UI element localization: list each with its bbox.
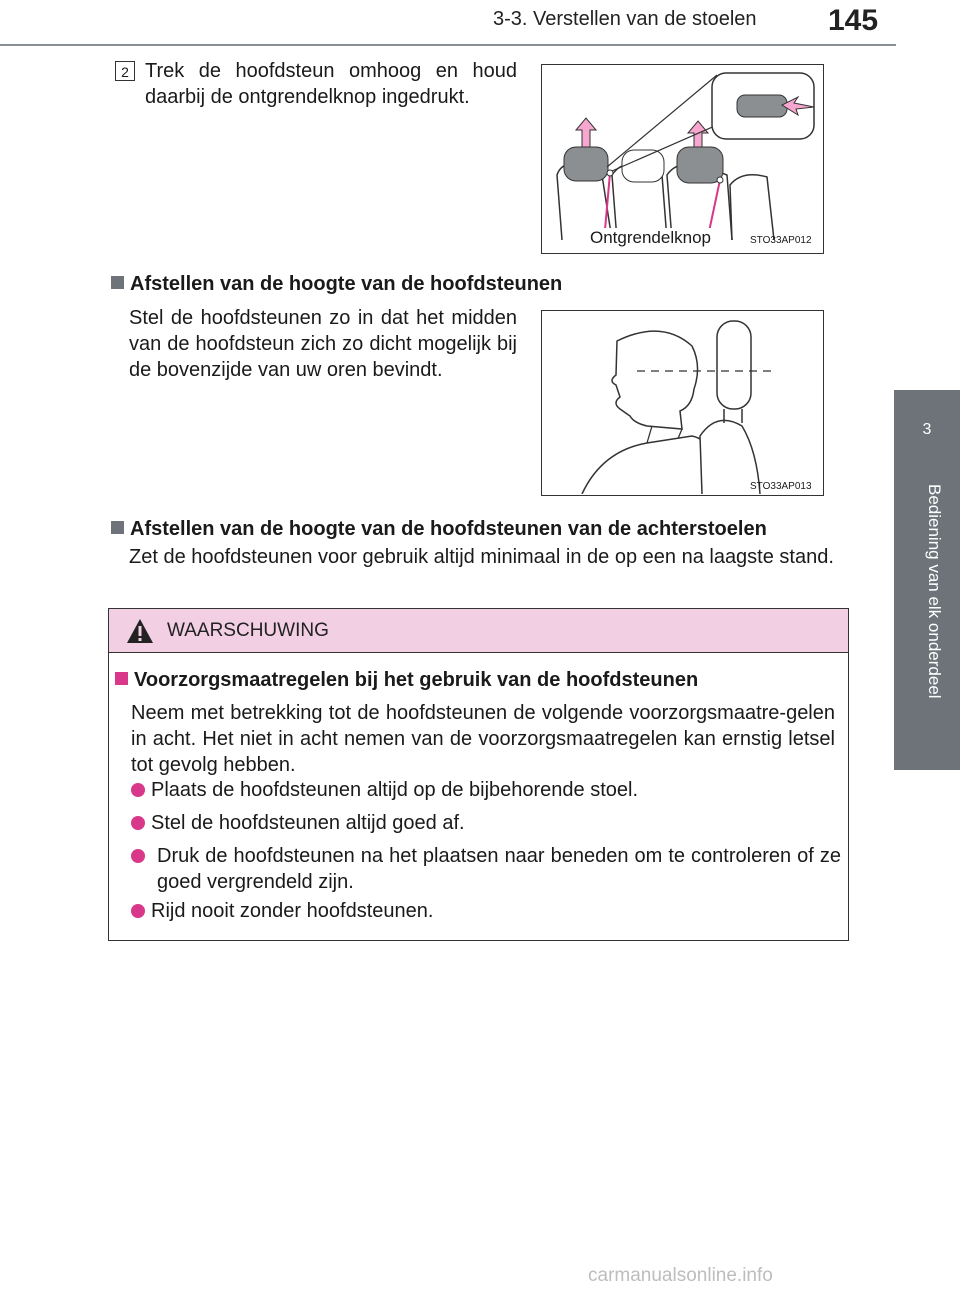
- step-number-badge: 2: [115, 61, 135, 81]
- heading-square-icon: [111, 276, 124, 289]
- section1-heading: [111, 273, 562, 296]
- section2-text: Zet de hoofdsteunen voor gebruik altijd minimaal in de op een na laagste stand.: [129, 546, 834, 568]
- warning-intro: Neem met betrekking tot de hoofdsteunen de volgende voorzorgsmaatre-gelen in acht. Het niet in acht nemen van de voorzorgsmaatregelen kan ernstig letsel tot gevolg hebben.: [131, 702, 835, 776]
- warning-header: [109, 609, 848, 653]
- warning-bullet: [131, 898, 835, 924]
- section-title: 3-3. Verstellen van de stoelen: [493, 8, 757, 30]
- chapter-tab: [894, 0, 960, 1296]
- chapter-title: Bediening van elk onderdeel: [925, 484, 944, 699]
- heading-square-icon: [111, 521, 124, 534]
- warning-box: [108, 608, 849, 941]
- headrest-release-illustration: [542, 65, 822, 252]
- figure1-callout-label: Ontgrendelknop: [590, 228, 711, 247]
- warning-bullet: [131, 810, 835, 836]
- bullet-icon: [131, 783, 145, 797]
- section2-heading: [111, 518, 767, 541]
- warning-bullet-text: Rijd nooit zonder hoofdsteunen.: [151, 900, 434, 922]
- page-number: 145: [828, 4, 879, 37]
- header-divider: [0, 44, 896, 46]
- warning-bullet-text: Druk de hoofdsteunen na het plaatsen naar beneden om te controleren of ze goed vergrendeld zijn.: [157, 845, 841, 893]
- bullet-icon: [131, 849, 145, 863]
- figure2-code: STO33AP013: [750, 481, 812, 492]
- warning-bullet: [131, 843, 841, 895]
- warning-subheading-text: Voorzorgsmaatregelen bij het gebruik van de hoofdsteunen: [134, 669, 699, 691]
- footer-watermark[interactable]: carmanualsonline.info: [588, 1265, 773, 1286]
- warning-triangle-icon: [125, 617, 155, 645]
- step-text: Trek de hoofdsteun omhoog en houd daarbij de ontgrendelknop ingedrukt.: [145, 60, 517, 108]
- section2-heading-text: Afstellen van de hoogte van de hoofdsteunen van de achterstoelen: [130, 518, 767, 540]
- warning-subheading: [115, 669, 698, 692]
- warning-bullet: [131, 777, 835, 803]
- headrest-height-illustration: [542, 311, 822, 494]
- bullet-icon: [131, 904, 145, 918]
- warning-square-icon: [115, 672, 128, 685]
- bullet-icon: [131, 816, 145, 830]
- section1-heading-text: Afstellen van de hoogte van de hoofdsteunen: [130, 273, 563, 295]
- figure1-code: STO33AP012: [750, 235, 812, 246]
- warning-title: WAARSCHUWING: [167, 620, 329, 641]
- warning-bullet-text: Plaats de hoofdsteunen altijd op de bijbehorende stoel.: [151, 779, 639, 801]
- figure-headrest-release: [541, 64, 824, 254]
- section1-text: Stel de hoofdsteunen zo in dat het midden van de hoofdsteun zich zo dicht mogelijk bij de bovenzijde van uw oren bevindt.: [129, 307, 517, 381]
- chapter-number: 3: [894, 390, 960, 476]
- figure-headrest-height: [541, 310, 824, 496]
- warning-bullet-text: Stel de hoofdsteunen altijd goed af.: [151, 812, 465, 834]
